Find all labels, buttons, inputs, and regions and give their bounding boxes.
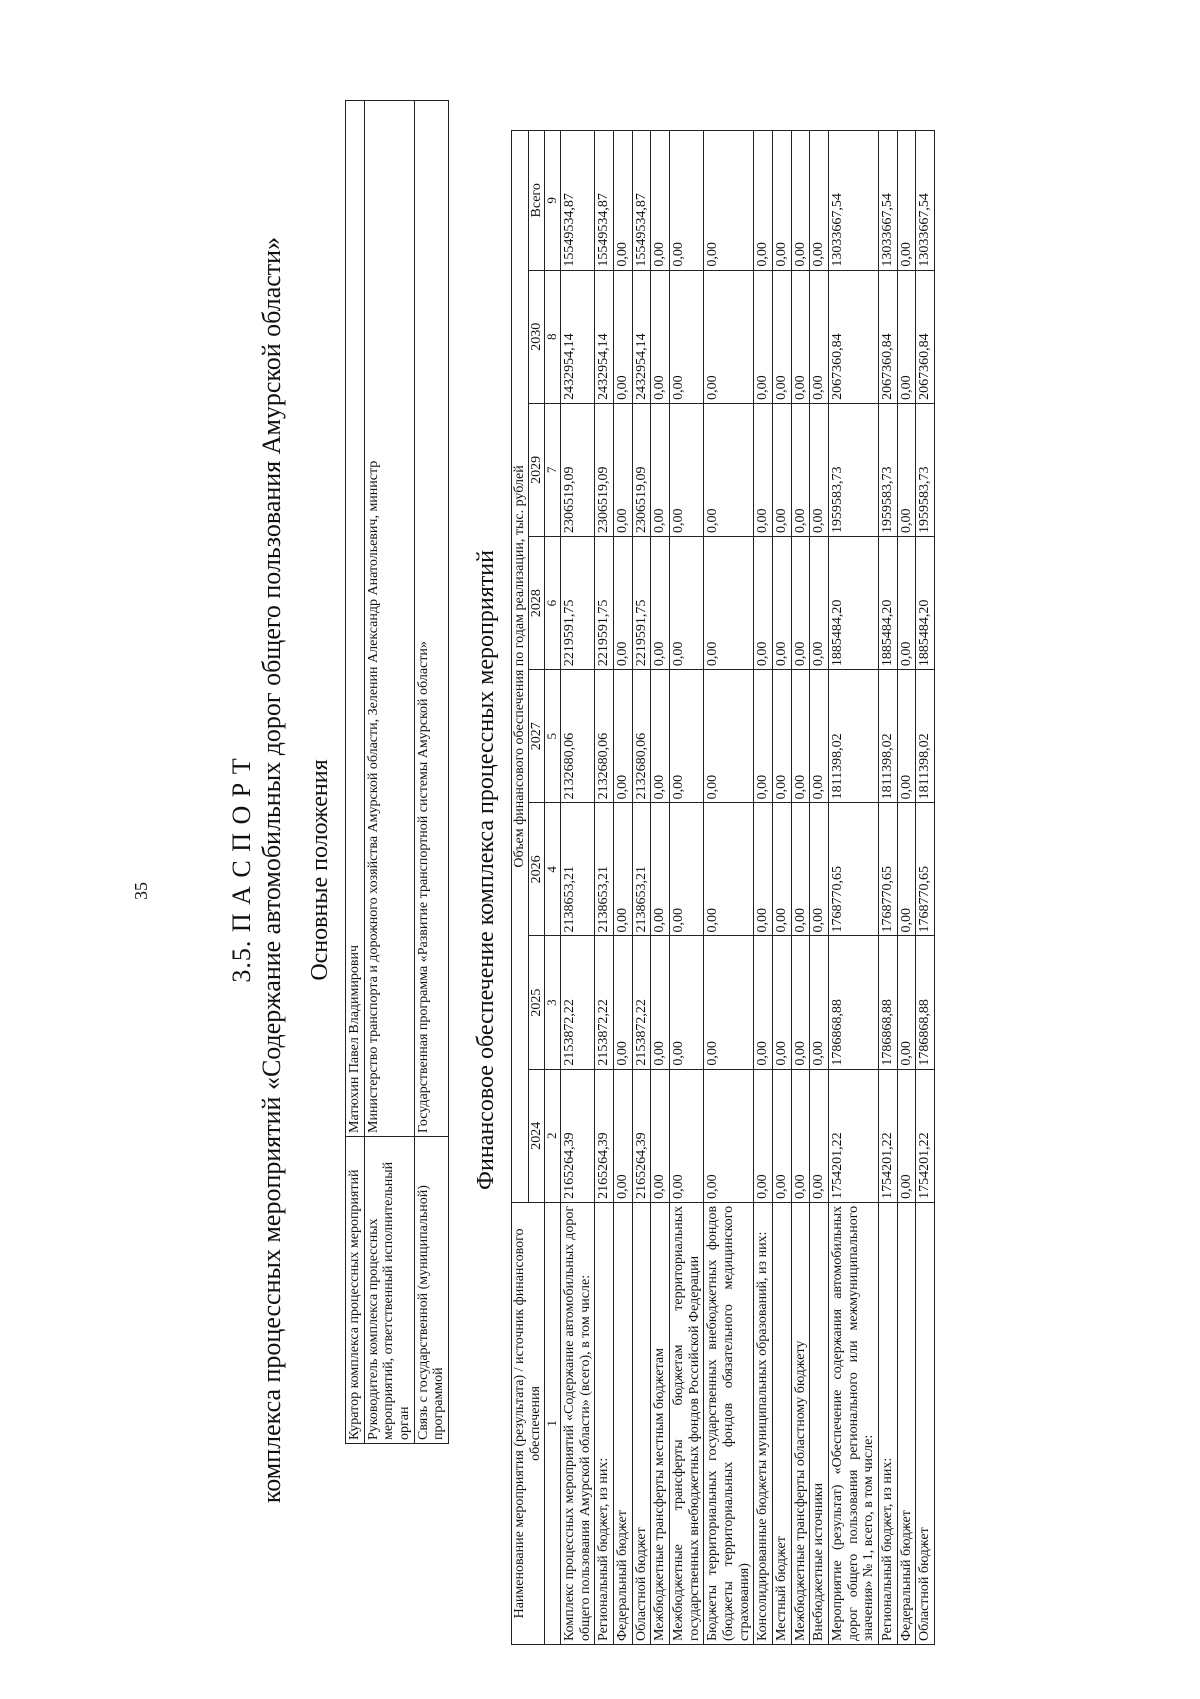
cell-total: 0,00 [754, 131, 773, 271]
row-name: Местный бюджет [772, 1202, 791, 1644]
cell-value: 2219591,75 [632, 536, 651, 669]
column-number: 3 [545, 936, 561, 1069]
cell-value: 2132680,06 [595, 670, 614, 803]
cell-value: 0,00 [810, 403, 829, 536]
cell-value: 0,00 [669, 670, 703, 803]
table-row [772, 131, 791, 1645]
cell-total: 13033667,54 [878, 131, 897, 271]
cell-total: 15549534,87 [595, 131, 614, 271]
cell-value: 2306519,09 [560, 403, 594, 536]
cell-value: 0,00 [810, 536, 829, 669]
cell-value: 1811398,02 [916, 670, 935, 803]
cell-total: 13033667,54 [828, 131, 878, 271]
row-value: Государственная программа «Развитие транспортной системы Амурской области» [414, 101, 448, 1137]
cell-total: 0,00 [669, 131, 703, 271]
cell-value: 2132680,06 [560, 670, 594, 803]
cell-value: 0,00 [772, 403, 791, 536]
cell-value: 0,00 [791, 670, 810, 803]
cell-value: 0,00 [810, 1069, 829, 1202]
cell-value: 1786868,88 [828, 936, 878, 1069]
cell-total: 0,00 [613, 131, 632, 271]
table-row [791, 131, 810, 1645]
cell-value: 0,00 [704, 803, 754, 936]
cell-value: 2219591,75 [560, 536, 594, 669]
total-header: Всего [528, 131, 545, 271]
cell-value: 0,00 [754, 670, 773, 803]
table-row [669, 131, 703, 1645]
cell-value: 0,00 [772, 270, 791, 403]
year-header: 2026 [528, 803, 545, 936]
cell-value: 2165264,39 [560, 1069, 594, 1202]
table-row [897, 131, 916, 1645]
cell-value: 0,00 [772, 1069, 791, 1202]
cell-value: 0,00 [669, 803, 703, 936]
cell-value: 0,00 [669, 270, 703, 403]
cell-value: 0,00 [754, 936, 773, 1069]
cell-value: 0,00 [669, 536, 703, 669]
cell-value: 2138653,21 [595, 803, 614, 936]
cell-value: 0,00 [810, 803, 829, 936]
passport-title: 3.5. П А С П О Р Т [227, 757, 256, 983]
cell-total: 0,00 [772, 131, 791, 271]
main-provisions-heading: Основные положения [307, 759, 333, 981]
cell-value: 2432954,14 [560, 270, 594, 403]
passport-subtitle: комплекса процессных мероприятий «Содержание автомобильных дорог общего пользования Амурской области» [257, 236, 286, 1504]
table-row [613, 131, 632, 1645]
year-header: 2024 [528, 1069, 545, 1202]
year-header: 2028 [528, 536, 545, 669]
cell-value: 1811398,02 [828, 670, 878, 803]
column-number: 1 [545, 1202, 561, 1644]
row-label: Руководитель комплекса процессных мероприятий, ответственный исполнительный орган [364, 1137, 414, 1444]
cell-value: 0,00 [791, 803, 810, 936]
cell-value: 2153872,22 [632, 936, 651, 1069]
column-numbers-row [545, 131, 561, 1645]
cell-value: 1786868,88 [916, 936, 935, 1069]
cell-value: 0,00 [772, 936, 791, 1069]
column-number: 4 [545, 803, 561, 936]
row-name: Бюджеты территориальных государственных внебюджетных фондов (бюджеты территориальных фондов обязательного медицинского страхования) [704, 1202, 754, 1644]
cell-value: 0,00 [651, 803, 670, 936]
rotated-content [45, 70, 1165, 1670]
cell-value: 2153872,22 [595, 936, 614, 1069]
row-name: Консолидированные бюджеты муниципальных образований, из них: [754, 1202, 773, 1644]
row-name: Федеральный бюджет [613, 1202, 632, 1644]
cell-value: 0,00 [772, 803, 791, 936]
row-name: Комплекс процессных мероприятий «Содержание автомобильных дорог общего пользования Амурской области» (всего), в том числе: [560, 1202, 594, 1644]
cell-value: 0,00 [613, 803, 632, 936]
cell-value: 2153872,22 [560, 936, 594, 1069]
year-header: 2027 [528, 670, 545, 803]
row-name: Федеральный бюджет [897, 1202, 916, 1644]
row-name: Региональный бюджет, из них: [595, 1202, 614, 1644]
cell-value: 0,00 [613, 536, 632, 669]
cell-value: 0,00 [772, 536, 791, 669]
cell-value: 2306519,09 [632, 403, 651, 536]
column-number: 5 [545, 670, 561, 803]
table-row [754, 131, 773, 1645]
table-row [595, 131, 614, 1645]
cell-value: 1786868,88 [878, 936, 897, 1069]
cell-value: 0,00 [651, 536, 670, 669]
row-value: Министерство транспорта и дорожного хозяйства Амурской области, Зеленин Александр Анатольевич, министр [364, 101, 414, 1137]
finance-table [511, 130, 935, 1645]
year-header: 2029 [528, 403, 545, 536]
row-name: Межбюджетные трансферты бюджетам территориальных государственных внебюджетных фондов Российской Федерации [669, 1202, 703, 1644]
column-number: 6 [545, 536, 561, 669]
cell-total: 0,00 [791, 131, 810, 271]
table-row [364, 101, 414, 1444]
cell-total: 0,00 [704, 131, 754, 271]
table-row [560, 131, 594, 1645]
table-row [632, 131, 651, 1645]
cell-total: 0,00 [897, 131, 916, 271]
row-name: Областной бюджет [632, 1202, 651, 1644]
cell-value: 0,00 [669, 936, 703, 1069]
column-number: 8 [545, 270, 561, 403]
cell-total: 0,00 [810, 131, 829, 271]
table-row [346, 101, 365, 1444]
table-row [651, 131, 670, 1645]
cell-value: 0,00 [704, 270, 754, 403]
main-provisions-table [345, 100, 449, 1444]
cell-value: 0,00 [897, 1069, 916, 1202]
cell-value: 0,00 [791, 536, 810, 669]
cell-value: 2432954,14 [632, 270, 651, 403]
cell-value: 0,00 [791, 936, 810, 1069]
cell-value: 2132680,06 [632, 670, 651, 803]
cell-value: 0,00 [651, 403, 670, 536]
cell-value: 0,00 [613, 936, 632, 1069]
column-number: 2 [545, 1069, 561, 1202]
cell-value: 2219591,75 [595, 536, 614, 669]
cell-value: 0,00 [651, 270, 670, 403]
cell-value: 2067360,84 [916, 270, 935, 403]
cell-value: 1754201,22 [878, 1069, 897, 1202]
table-row [916, 131, 935, 1645]
cell-total: 13033667,54 [916, 131, 935, 271]
cell-value: 2067360,84 [878, 270, 897, 403]
cell-value: 2067360,84 [828, 270, 878, 403]
year-header: 2030 [528, 270, 545, 403]
cell-value: 2138653,21 [560, 803, 594, 936]
cell-value: 0,00 [754, 1069, 773, 1202]
cell-value: 0,00 [791, 270, 810, 403]
cell-value: 0,00 [754, 803, 773, 936]
cell-value: 1885484,20 [916, 536, 935, 669]
cell-value: 0,00 [613, 403, 632, 536]
cell-value: 0,00 [613, 670, 632, 803]
cell-value: 1885484,20 [828, 536, 878, 669]
cell-value: 1768770,65 [916, 803, 935, 936]
year-header: 2025 [528, 936, 545, 1069]
column-number: 7 [545, 403, 561, 536]
cell-value: 0,00 [613, 270, 632, 403]
page-number: 35 [131, 882, 151, 900]
row-name: Внебюджетные источники [810, 1202, 829, 1644]
cell-value: 1959583,73 [916, 403, 935, 536]
cell-value: 1959583,73 [828, 403, 878, 536]
cell-value: 1959583,73 [878, 403, 897, 536]
cell-value: 0,00 [704, 1069, 754, 1202]
cell-value: 2306519,09 [595, 403, 614, 536]
cell-value: 0,00 [704, 936, 754, 1069]
row-name: Областной бюджет [916, 1202, 935, 1644]
cell-value: 1885484,20 [878, 536, 897, 669]
cell-value: 0,00 [810, 670, 829, 803]
cell-value: 0,00 [651, 670, 670, 803]
row-name: Межбюджетные трансферты областному бюджету [791, 1202, 810, 1644]
header-row [512, 131, 529, 1645]
cell-value: 2165264,39 [632, 1069, 651, 1202]
row-value: Матюхин Павел Владимирович [346, 101, 365, 1137]
row-label: Связь с государственной (муниципальной) программой [414, 1137, 448, 1444]
cell-value: 0,00 [704, 670, 754, 803]
cell-value: 0,00 [897, 936, 916, 1069]
cell-value: 0,00 [791, 403, 810, 536]
cell-value: 0,00 [613, 1069, 632, 1202]
cell-value: 2138653,21 [632, 803, 651, 936]
name-column-header: Наименование мероприятия (результата) / источник финансового обеспечения [512, 1202, 545, 1644]
cell-value: 0,00 [669, 1069, 703, 1202]
row-label: Куратор комплекса процессных мероприятий [346, 1137, 365, 1444]
cell-value: 0,00 [772, 670, 791, 803]
cell-value: 0,00 [897, 803, 916, 936]
cell-value: 1768770,65 [878, 803, 897, 936]
cell-value: 0,00 [651, 1069, 670, 1202]
cell-value: 1754201,22 [916, 1069, 935, 1202]
cell-value: 0,00 [791, 1069, 810, 1202]
cell-total: 0,00 [651, 131, 670, 271]
table-row [810, 131, 829, 1645]
finance-heading: Финансовое обеспечение комплекса процессных мероприятий [473, 550, 499, 1190]
cell-total: 15549534,87 [632, 131, 651, 271]
cell-value: 0,00 [704, 403, 754, 536]
volume-header: Объем финансового обеспечения по годам реализации, тыс. рублей [512, 131, 529, 1203]
cell-value: 0,00 [897, 270, 916, 403]
cell-value: 1754201,22 [828, 1069, 878, 1202]
cell-value: 0,00 [754, 270, 773, 403]
finance-table-body [560, 131, 934, 1645]
table-row [828, 131, 878, 1645]
table-row [704, 131, 754, 1645]
row-name: Региональный бюджет, из них: [878, 1202, 897, 1644]
cell-total: 15549534,87 [560, 131, 594, 271]
row-name: Межбюджетные трансферты местным бюджетам [651, 1202, 670, 1644]
cell-value: 0,00 [897, 670, 916, 803]
cell-value: 0,00 [897, 403, 916, 536]
cell-value: 2165264,39 [595, 1069, 614, 1202]
table-row [878, 131, 897, 1645]
cell-value: 0,00 [754, 403, 773, 536]
cell-value: 0,00 [810, 936, 829, 1069]
cell-value: 0,00 [810, 270, 829, 403]
cell-value: 0,00 [669, 403, 703, 536]
cell-value: 0,00 [897, 536, 916, 669]
cell-value: 0,00 [651, 936, 670, 1069]
cell-value: 1768770,65 [828, 803, 878, 936]
cell-value: 0,00 [704, 536, 754, 669]
cell-value: 2432954,14 [595, 270, 614, 403]
cell-value: 0,00 [754, 536, 773, 669]
column-number: 9 [545, 131, 561, 271]
row-name: Мероприятие (результат) «Обеспечение содержания автомобильных дорог общего пользования регионального или межмуниципального значения» № 1, всего, в том числе: [828, 1202, 878, 1644]
table-row [414, 101, 448, 1444]
cell-value: 1811398,02 [878, 670, 897, 803]
